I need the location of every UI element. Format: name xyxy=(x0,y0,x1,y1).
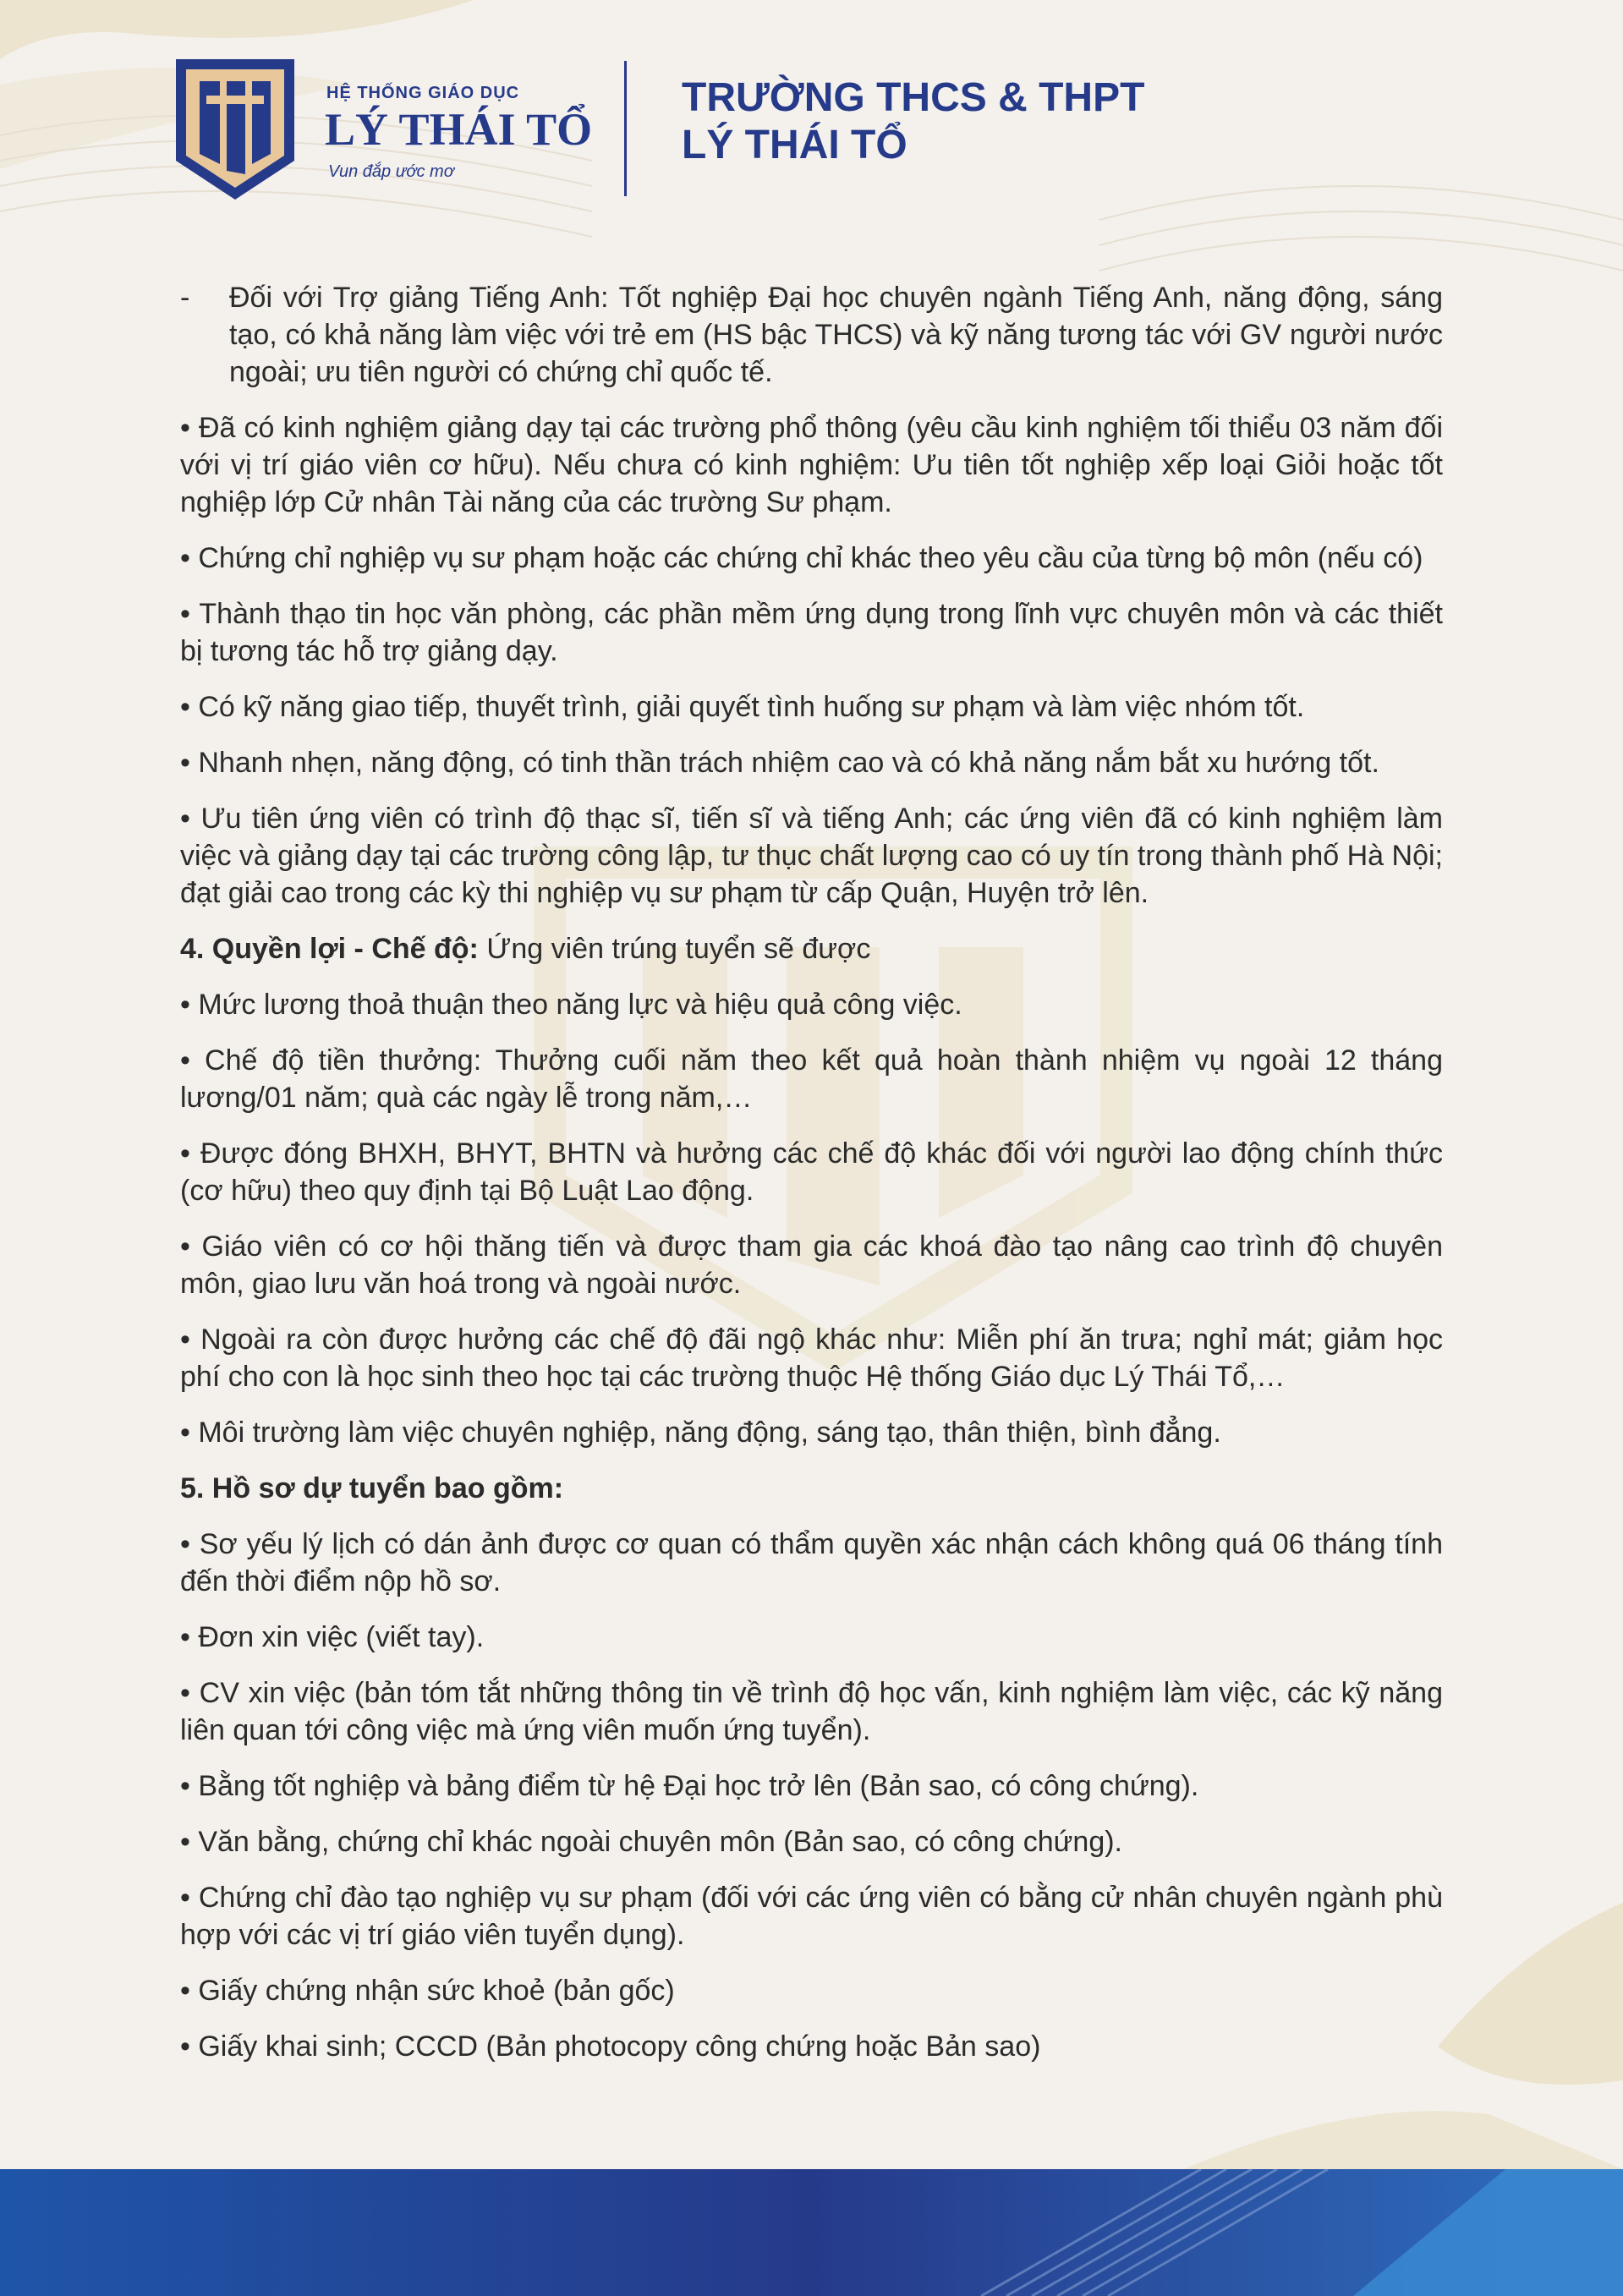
document-item: • CV xin việc (bản tóm tắt những thông tin về trình độ học vấn, kinh nghiệm làm việc, các kỹ năng liên quan tới công việc mà ứng viên muốn ứng tuyển). xyxy=(180,1677,1443,1746)
school-crest-icon xyxy=(173,56,298,201)
header-divider xyxy=(624,61,627,196)
brand-system-label: HỆ THỐNG GIÁO DỤC xyxy=(326,84,520,102)
section-4-intro: Ứng viên trúng tuyển sẽ được xyxy=(478,933,871,965)
section-4-heading xyxy=(180,930,1443,967)
school-name-line1: TRƯỜNG THCS & THPT xyxy=(682,75,1145,120)
requirement-item: • Ưu tiên ứng viên có trình độ thạc sĩ, tiến sĩ và tiếng Anh; các ứng viên đã có kinh nghiệm làm việc và giảng dạy tại các trường công lập, tư thục chất lượng cao có uy tín trong thành phố Hà Nội; đạt giải cao trong các kỳ thi nghiệp vụ sư phạm từ cấp Quận, Huyện trở lên. xyxy=(180,803,1443,909)
document-item: • Văn bằng, chứng chỉ khác ngoài chuyên môn (Bản sao, có công chứng). xyxy=(180,1826,1122,1858)
document-item: • Đơn xin việc (viết tay). xyxy=(180,1621,485,1653)
requirement-item: • Nhanh nhẹn, năng động, có tinh thần trách nhiệm cao và có khả năng nắm bắt xu hướng tốt. xyxy=(180,747,1379,779)
document-item: • Sơ yếu lý lịch có dán ảnh được cơ quan có thẩm quyền xác nhận cách không quá 06 tháng tính đến thời điểm nộp hồ sơ. xyxy=(180,1528,1443,1597)
requirement-item: • Đã có kinh nghiệm giảng dạy tại các trường phổ thông (yêu cầu kinh nghiệm tối thiểu 03 năm đối với vị trí giáo viên cơ hữu). Nếu chưa có kinh nghiệm: Ưu tiên tốt nghiệp xếp loại Giỏi hoặc tốt nghiệp lớp Cử nhân Tài năng của các trường Sư phạm. xyxy=(180,412,1443,518)
document-body xyxy=(180,279,1443,2084)
document-item: • Bằng tốt nghiệp và bảng điểm từ hệ Đại học trở lên (Bản sao, có công chứng). xyxy=(180,1770,1199,1802)
brand-name: LÝ THÁI TỔ xyxy=(325,104,593,155)
dash-list-text: Đối với Trợ giảng Tiếng Anh: Tốt nghiệp Đại học chuyên ngành Tiếng Anh, năng động, sáng tạo, có khả năng làm việc với trẻ em (HS bậc THCS) và kỹ năng tương tác với GV người nước ngoài; ưu tiên người có chứng chỉ quốc tế. xyxy=(229,282,1443,388)
school-name xyxy=(682,74,1144,169)
brand-slogan: Vun đắp ước mơ xyxy=(328,162,454,181)
benefit-item: • Môi trường làm việc chuyên nghiệp, năng động, sáng tạo, thân thiện, bình đẳng. xyxy=(180,1417,1221,1449)
requirement-item: • Chứng chỉ nghiệp vụ sư phạm hoặc các chứng chỉ khác theo yêu cầu của từng bộ môn (nếu có) xyxy=(180,542,1423,574)
document-item: • Giấy khai sinh; CCCD (Bản photocopy công chứng hoặc Bản sao) xyxy=(180,2030,1041,2063)
requirement-item: • Có kỹ năng giao tiếp, thuyết trình, giải quyết tình huống sư phạm và làm việc nhóm tốt. xyxy=(180,691,1305,723)
benefit-item: • Mức lương thoả thuận theo năng lực và hiệu quả công việc. xyxy=(180,989,962,1021)
school-name-line2: LÝ THÁI TỔ xyxy=(682,123,907,167)
footer-band xyxy=(0,2169,1623,2296)
benefit-item: • Giáo viên có cơ hội thăng tiến và được tham gia các khoá đào tạo nâng cao trình độ chuyên môn, giao lưu văn hoá trong và ngoài nước. xyxy=(180,1230,1443,1300)
dash-bullet: - xyxy=(180,282,190,314)
requirement-item: • Thành thạo tin học văn phòng, các phần mềm ứng dụng trong lĩnh vực chuyên môn và các thiết bị tương tác hỗ trợ giảng dạy. xyxy=(180,598,1443,667)
document-item: • Chứng chỉ đào tạo nghiệp vụ sư phạm (đối với các ứng viên có bằng cử nhân chuyên ngành phù hợp với các vị trí giáo viên tuyển dụng). xyxy=(180,1882,1443,1951)
benefit-item: • Chế độ tiền thưởng: Thưởng cuối năm theo kết quả hoàn thành nhiệm vụ ngoài 12 tháng lương/01 năm; quà các ngày lễ trong năm,… xyxy=(180,1044,1443,1114)
dash-list-item xyxy=(180,279,1443,391)
section-5-heading: 5. Hồ sơ dự tuyển bao gồm: xyxy=(180,1472,564,1504)
document-header xyxy=(173,56,1187,208)
benefit-item: • Ngoài ra còn được hưởng các chế độ đãi ngộ khác như: Miễn phí ăn trưa; nghỉ mát; giảm học phí cho con là học sinh theo học tại các trường thuộc Hệ thống Giáo dục Lý Thái Tổ,… xyxy=(180,1323,1443,1393)
benefit-item: • Được đóng BHXH, BHYT, BHTN và hưởng các chế độ khác đối với người lao động chính thức (cơ hữu) theo quy định tại Bộ Luật Lao động. xyxy=(180,1137,1443,1207)
document-item: • Giấy chứng nhận sức khoẻ (bản gốc) xyxy=(180,1975,675,2007)
section-4-title: 4. Quyền lợi - Chế độ: xyxy=(180,933,479,965)
